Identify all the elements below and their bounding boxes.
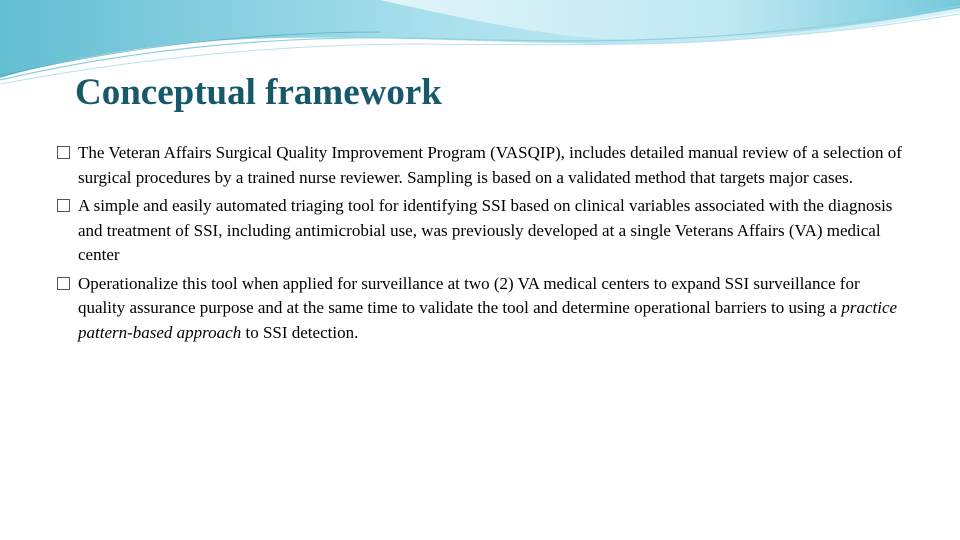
bullet-text-emphasis: practice pattern-based approach	[78, 298, 898, 342]
bullet-list	[57, 141, 907, 349]
bullet-item	[57, 272, 907, 346]
bullet-text-start: Operationalize this tool when applied for surveillance at two (2) VA medical centers to expand SSI surveillance for quality assurance purpose and at the same time to validate the tool and determine operational barriers to using a	[78, 273, 860, 317]
slide-title: Conceptual framework	[75, 72, 442, 113]
bullet-box-icon	[57, 146, 70, 159]
bullet-text-end: to SSI detection.	[241, 322, 359, 342]
bullet-text: The Veteran Affairs Surgical Quality Improvement Program (VASQIP), includes detailed manual review of a selection of surgical procedures by a trained nurse reviewer. Sampling is based on a validated method that targets major cases.	[78, 143, 902, 187]
bullet-item	[57, 194, 907, 268]
bullet-text: A simple and easily automated triaging tool for identifying SSI based on clinical variables associated with the diagnosis and treatment of SSI, including antimicrobial use, was previously developed at a single Veterans Affairs (VA) medical center	[78, 196, 893, 264]
bullet-box-icon	[57, 199, 70, 212]
bullet-box-icon	[57, 277, 70, 290]
bullet-item	[57, 141, 907, 190]
